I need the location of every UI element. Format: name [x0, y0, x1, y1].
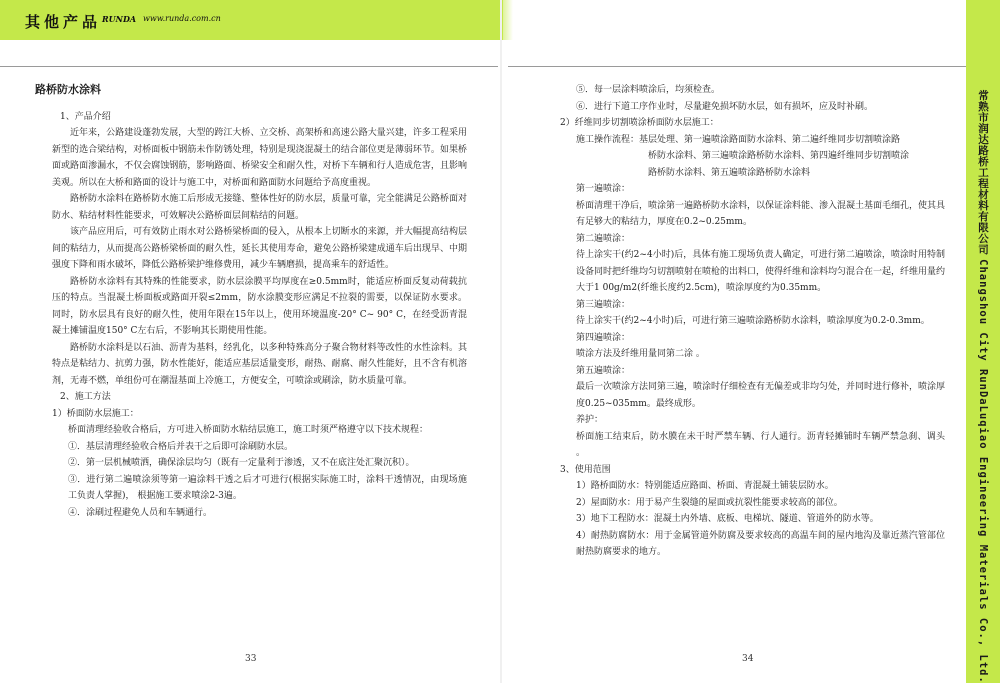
brand-url: www.runda.com.cn: [143, 14, 221, 23]
paragraph: 该产品应用后，可有效防止雨水对公路桥梁桥面的侵入，从根本上切断水的来源，并大幅提高结构层间的粘结力，从而提高公路桥梁桥面的耐久性，延长其使用寿命，避免公路桥梁建成通车后出现早、中期强度下降和雨水破坏，降低公路桥梁护维修费用，减少车辆磨损，提高乘车的舒适性。: [52, 227, 467, 270]
list-item: ⑥．进行下道工序作业时，尽量避免损坏防水层，如有损坏，应及时补刷。: [576, 101, 874, 112]
step-heading: 第三遍喷涂：: [576, 299, 631, 310]
page-number: 34: [742, 654, 754, 664]
process-label: 施工操作流程：: [576, 134, 640, 145]
subsection-heading: 2）纤维同步切割喷涂桥面防水层施工：: [560, 118, 719, 128]
subsection-heading: 1）桥面防水层施工：: [52, 408, 139, 419]
article-title: 路桥防水涂料: [35, 83, 101, 96]
brand-logo: RUNDA: [102, 14, 137, 24]
list-item: ⑤．每一层涂料喷涂后，均须检查。: [576, 85, 721, 95]
list-item: 2）屋面防水：用于易产生裂缝的屋面或抗裂性能要求较高的部位。: [576, 497, 843, 508]
list-item: ②．第一层机械喷洒，确保涂层均匀（既有一定量利于渗透，又不在底注处汇聚沉积）。: [68, 458, 415, 468]
section-title: 其他产品: [25, 13, 102, 31]
list-item: ①．基层清理经验收合格后并表干之后即可涂刷防水层。: [68, 441, 294, 452]
process-line: 桥防水涂料、第三遍喷涂路桥防水涂料、第四遍纤维同步切割喷涂: [648, 151, 910, 161]
section-heading: 2、施工方法: [60, 392, 111, 402]
left-page-content: [35, 82, 467, 521]
process-line: 路桥防水涂料、第五遍喷涂路桥防水涂料: [648, 167, 811, 178]
list-item: ④．涂刷过程避免人员和车辆通行。: [68, 507, 213, 518]
header-band-fade: [503, 0, 513, 40]
section-heading: 1、产品介绍: [60, 111, 111, 122]
section-heading: 3、使用范围: [560, 464, 611, 475]
step-heading: 第四遍喷涂：: [576, 332, 631, 343]
paragraph: 路桥防水涂料有其特殊的性能要求，防水层涂膜平均厚度在≥0.5mm时，能适应桥面反复动荷载抗压的特点。当混凝土桥面板或路面开裂≤2mm，防水涂膜变形应满足不拉裂的需要，以保证防水要求。同时，防水层具有良好的耐久性，使用年限在15年以上，使用环境温度-20° C~ 90° C，在经受沥青混凝土摊铺温度150° C左右后，不影响其长期使用性能。: [52, 276, 467, 336]
page-number: 33: [245, 654, 257, 664]
step-heading: 养护：: [576, 415, 604, 425]
step-heading: 第五遍喷涂：: [576, 365, 631, 376]
paragraph: 桥面清理干净后，喷涂第一遍路桥防水涂料，以保证涂料能、渗入混凝土基面毛细孔，使其具有足够大的粘结力，厚度在0.2~0.25mm。: [576, 200, 946, 227]
paragraph: 待上涂实干(约2~4小时)后，可进行第三遍喷涂路桥防水涂料，喷涂厚度为0.2-0.3mm。: [576, 316, 930, 326]
list-item: ③．进行第二遍喷涂须等第一遍涂料干透之后才可进行(根据实际施工时，涂料干透情况，由现场施工负责人掌握)， 根据施工要求喷涂2-3遍。: [68, 474, 467, 501]
paragraph: 待上涂实干(约2~4小时)后，具体有施工现场负责人确定，可进行第二遍喷涂，喷涂时用特制设备同时把纤维均匀切割喷射在喷枪的出料口，使得纤维和涂料均匀混合在一起，纤维用量约大于1 00g/m2(纤维长度约2.5cm)，喷涂厚度约为0.35mm。: [576, 250, 946, 293]
step-heading: 第一遍喷涂：: [576, 184, 631, 194]
paragraph: 最后一次喷涂方法同第三遍，喷涂时仔细检查有无偏差或非均匀处，并同时进行修补，喷涂厚度0.25~035mm。最终成形。: [576, 382, 946, 409]
list-item: 1）路桥面防水：特别能适应路面、桥面、青混凝土铺装层防水。: [576, 481, 834, 491]
paragraph: 路桥防水涂料在路桥防水施工后形成无接缝、整体性好的防水层，质量可靠，完全能满足公路桥面对防水、粘结材料性能要求，可效解决公路桥面层间粘结的问题。: [52, 194, 467, 221]
company-name-cn: 常熟市润达路桥工程材料有限公司: [977, 90, 989, 255]
paragraph: 桥面清理经验收合格后，方可进入桥面防水粘结层施工，施工时须严格遵守以下技术规程：: [68, 425, 429, 435]
paragraph: 路桥防水涂料是以石油、沥青为基料，经乳化，以多种特殊高分子聚合物材料等改性的水性涂料。其特点是粘结力、抗剪力强，防水性能好，能适应基层适量变形，耐热、耐腐、耐久性能好，且不含有机溶剂，无毒不燃，单组份可在潮湿基面上冷施工，方便安全，可喷涂或刷涂，防水质量可靠。: [52, 342, 467, 386]
right-page-content: [560, 82, 945, 561]
paragraph: 近年来，公路建设蓬勃发展，大型的跨江大桥、立交桥、高架桥和高速公路大量兴建，许多工程采用新型的选合梁结构，对桥面板中钢筋未作防锈处理，特别是现浇混凝土的结合部位更是薄弱环节。如果桥面或路面渗漏水，不仅会腐蚀钢筋，影响路面、桥梁安全和耐久性，对桥下车辆和行人造成危害，且影响美观。所以在大桥和路面的设计与施工中，对桥面和路面防水问题给予高度重视。: [52, 128, 467, 188]
list-item: 4）耐热防腐防水：用于金属管道外防腐及要求较高的高温车间的屋内地沟及靠近蒸汽管部位耐热防腐要求的地方。: [576, 530, 945, 557]
process-line: [560, 132, 945, 149]
paragraph: 桥面施工结束后，防水膜在未干时严禁车辆、行人通行。沥青轻摊铺时车辆严禁急刹、调头 。: [576, 431, 945, 458]
company-name-en: Changshou City RunDaLuqiao Engineering Materials Co., Ltd.: [977, 259, 989, 684]
page-spine: [500, 0, 502, 683]
divider-right: [508, 66, 966, 67]
divider-left: [0, 66, 498, 67]
list-item: 3）地下工程防水：混凝土内外墙、底板、电梯坑、隧道、管道外的防水等。: [576, 514, 879, 524]
process-text: 基层处理、第一遍喷涂路面防水涂料、第二遍纤维同步切割喷涂路: [639, 134, 901, 145]
step-heading: 第二遍喷涂：: [576, 233, 631, 244]
paragraph: 喷涂方法及纤维用量同第二涂 。: [576, 349, 705, 359]
company-name-vertical: [976, 90, 991, 684]
